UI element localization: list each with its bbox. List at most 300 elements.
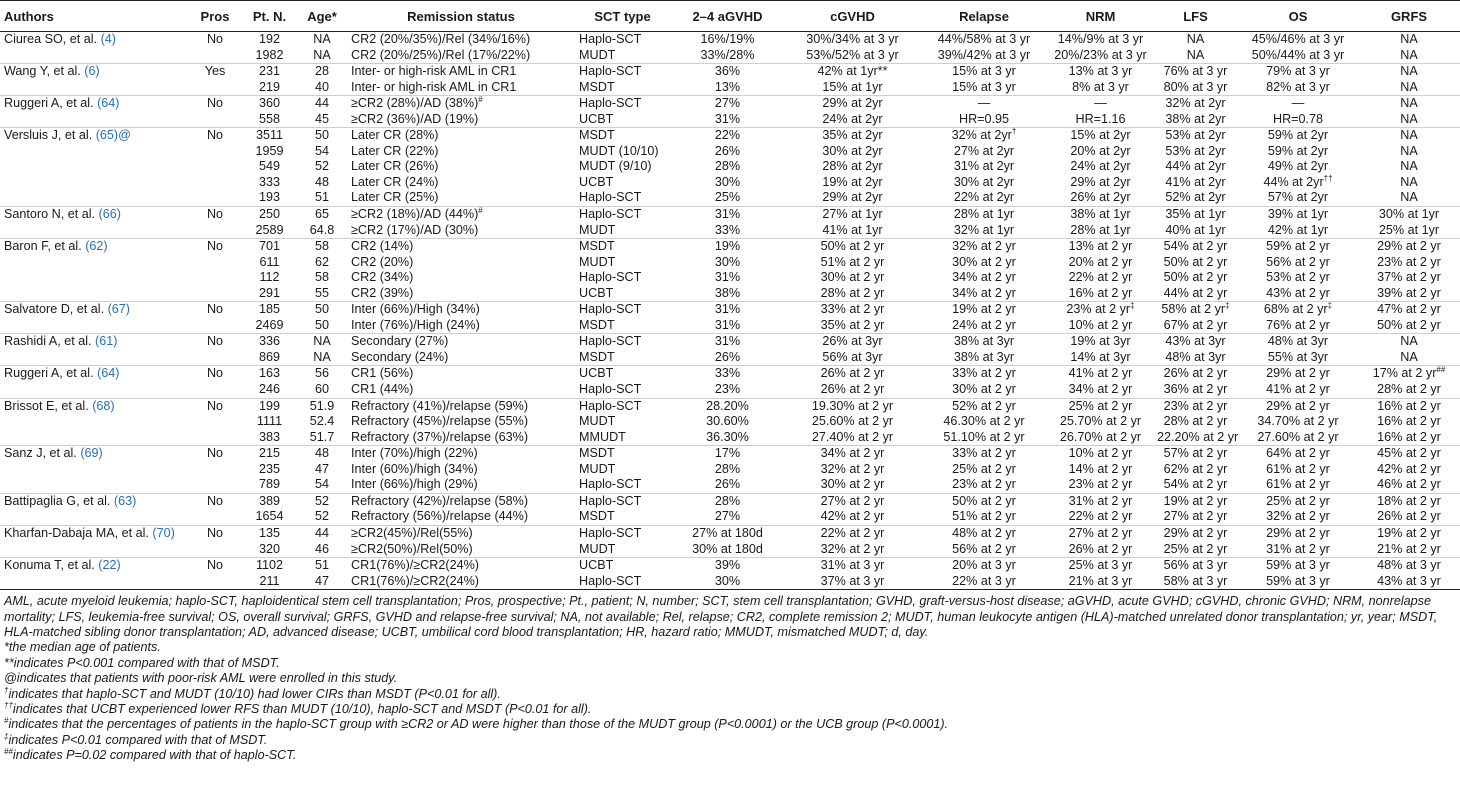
author-cell bbox=[0, 509, 188, 525]
lfs-cell bbox=[1153, 382, 1238, 398]
relapse-cell-text: 24% at 2 yr bbox=[952, 317, 1016, 332]
reference-link[interactable]: (65)@ bbox=[95, 128, 131, 143]
lfs-cell bbox=[1153, 96, 1238, 112]
lfs-cell-text: 58% at 2 yr bbox=[1161, 302, 1226, 317]
sct-type-cell bbox=[575, 270, 670, 286]
cgvhd-cell bbox=[785, 207, 920, 223]
grfs-cell-text: NA bbox=[1400, 349, 1418, 364]
footnote-mark: ‡ bbox=[1225, 301, 1230, 311]
age-cell-text: 52 bbox=[314, 509, 329, 524]
author-cell bbox=[0, 350, 188, 366]
age-cell bbox=[297, 558, 347, 574]
table-row bbox=[0, 175, 1460, 191]
age-cell-text: 55 bbox=[314, 285, 329, 300]
sct-type-cell bbox=[575, 239, 670, 255]
lfs-cell bbox=[1153, 239, 1238, 255]
grfs-cell bbox=[1358, 223, 1460, 239]
footnote-text: indicates that the percentages of patients in the haplo-SCT group with ≥CR2 or AD were higher than those of the MUDT group (P<0.0001) or the UCB group (P<0.0001). bbox=[8, 717, 949, 732]
reference-link[interactable]: (66) bbox=[98, 207, 121, 222]
os-cell-text: 59% at 2yr bbox=[1267, 128, 1329, 143]
grfs-cell bbox=[1358, 477, 1460, 493]
lfs-cell bbox=[1153, 525, 1238, 541]
remission-status-cell bbox=[347, 175, 575, 191]
agvhd-cell bbox=[670, 414, 785, 430]
relapse-cell-text: 39%/42% at 3 yr bbox=[937, 47, 1031, 62]
age-cell bbox=[297, 144, 347, 160]
age-cell bbox=[297, 223, 347, 239]
patient-number-cell bbox=[242, 128, 297, 144]
relapse-cell-text: 32% at 1yr bbox=[953, 222, 1015, 237]
patient-number-cell-text: 211 bbox=[259, 573, 280, 588]
patient-number-cell-text: 185 bbox=[258, 302, 280, 317]
age-cell bbox=[297, 462, 347, 478]
footnote-text: **indicates P<0.001 compared with that of MSDT. bbox=[4, 655, 280, 670]
table-row bbox=[0, 382, 1460, 398]
lfs-cell bbox=[1153, 255, 1238, 271]
cgvhd-cell-text: 29% at 2yr bbox=[822, 190, 883, 205]
cgvhd-cell bbox=[785, 430, 920, 446]
cgvhd-cell-text: 27% at 1yr bbox=[822, 207, 883, 222]
author-cell bbox=[0, 462, 188, 478]
remission-status-cell-text: Inter (66%)/High (34%) bbox=[351, 302, 480, 317]
age-cell-text: 60 bbox=[314, 382, 329, 397]
remission-status-cell-text: CR2 (39%) bbox=[351, 285, 414, 300]
cgvhd-cell-text: 51% at 2 yr bbox=[820, 254, 885, 269]
sct-type-cell-text: MMUDT bbox=[579, 429, 626, 444]
reference-link[interactable]: (68) bbox=[92, 398, 115, 413]
agvhd-cell bbox=[670, 207, 785, 223]
cgvhd-cell-text: 28% at 2 yr bbox=[820, 285, 885, 300]
table-row bbox=[0, 255, 1460, 271]
age-cell-text: 40 bbox=[314, 79, 329, 94]
nrm-cell bbox=[1048, 493, 1153, 509]
remission-status-cell bbox=[347, 64, 575, 80]
relapse-cell bbox=[920, 350, 1048, 366]
grfs-cell bbox=[1358, 286, 1460, 302]
lfs-cell-text: 25% at 2 yr bbox=[1163, 541, 1228, 556]
cgvhd-cell bbox=[785, 48, 920, 64]
nrm-cell-text: 27% at 2 yr bbox=[1068, 525, 1133, 540]
remission-status-cell bbox=[347, 366, 575, 382]
grfs-cell bbox=[1358, 430, 1460, 446]
age-cell bbox=[297, 64, 347, 80]
pros-cell-text: No bbox=[206, 334, 224, 349]
author-cell-text: Ciurea SO, et al. bbox=[4, 32, 98, 46]
header-nrm: NRM bbox=[1048, 1, 1153, 32]
relapse-cell bbox=[920, 239, 1048, 255]
cgvhd-cell-text: 33% at 2 yr bbox=[820, 302, 885, 317]
os-cell bbox=[1238, 446, 1358, 462]
reference-link[interactable]: (67) bbox=[107, 302, 131, 317]
agvhd-cell bbox=[670, 302, 785, 318]
lfs-cell bbox=[1153, 175, 1238, 191]
grfs-cell-text: 46% at 2 yr bbox=[1377, 477, 1441, 492]
nrm-cell-text: 10% at 2 yr bbox=[1068, 317, 1133, 332]
cgvhd-cell-text: 26% at 2 yr bbox=[820, 366, 885, 381]
author-cell bbox=[0, 477, 188, 493]
age-cell-text: 62 bbox=[314, 254, 329, 269]
remission-status-cell bbox=[347, 525, 575, 541]
sct-type-cell-text: MUDT bbox=[579, 47, 616, 62]
patient-number-cell-text: 611 bbox=[259, 254, 280, 269]
os-cell bbox=[1238, 207, 1358, 223]
relapse-cell bbox=[920, 366, 1048, 382]
table-row bbox=[0, 128, 1460, 144]
age-cell-text: 52 bbox=[314, 493, 329, 508]
reference-link[interactable]: (6) bbox=[84, 64, 100, 79]
relapse-cell bbox=[920, 430, 1048, 446]
relapse-cell bbox=[920, 32, 1048, 48]
lfs-cell bbox=[1153, 398, 1238, 414]
cgvhd-cell-text: 31% at 3 yr bbox=[820, 558, 885, 573]
os-cell bbox=[1238, 414, 1358, 430]
nrm-cell-text: 24% at 2yr bbox=[1070, 159, 1131, 174]
os-cell bbox=[1238, 255, 1358, 271]
nrm-cell-text: 26% at 2 yr bbox=[1068, 541, 1133, 556]
grfs-cell bbox=[1358, 96, 1460, 112]
nrm-cell-text: 34% at 2 yr bbox=[1068, 382, 1133, 397]
cgvhd-cell bbox=[785, 32, 920, 48]
sct-type-cell-text: MUDT bbox=[579, 222, 616, 237]
nrm-cell-text: 14%/9% at 3 yr bbox=[1057, 32, 1144, 46]
reference-link[interactable]: (69) bbox=[80, 446, 103, 461]
lfs-cell bbox=[1153, 159, 1238, 175]
cgvhd-cell-text: 41% at 1yr bbox=[822, 222, 883, 237]
relapse-cell-text: 34% at 2 yr bbox=[952, 270, 1016, 285]
age-cell-text: 47 bbox=[314, 461, 329, 476]
agvhd-cell bbox=[670, 574, 785, 590]
author-cell bbox=[0, 414, 188, 430]
age-cell bbox=[297, 159, 347, 175]
cgvhd-cell bbox=[785, 302, 920, 318]
nrm-cell bbox=[1048, 175, 1153, 191]
table-row bbox=[0, 542, 1460, 558]
patient-number-cell-text: 558 bbox=[258, 111, 280, 126]
pros-cell-text: No bbox=[206, 525, 224, 540]
pros-cell bbox=[188, 382, 242, 398]
lfs-cell bbox=[1153, 190, 1238, 206]
os-cell-text: 59% at 2yr bbox=[1267, 143, 1329, 158]
patient-number-cell-text: 383 bbox=[258, 429, 280, 444]
os-cell bbox=[1238, 574, 1358, 590]
agvhd-cell-text: 26% bbox=[714, 477, 741, 492]
os-cell-text: 59% at 3 yr bbox=[1266, 573, 1330, 588]
patient-number-cell-text: 199 bbox=[258, 398, 280, 413]
pros-cell bbox=[188, 270, 242, 286]
agvhd-cell-text: 30% at 180d bbox=[692, 541, 763, 556]
remission-status-cell bbox=[347, 302, 575, 318]
age-cell bbox=[297, 574, 347, 590]
reference-link[interactable]: (61) bbox=[95, 334, 118, 349]
patient-number-cell-text: 2589 bbox=[255, 222, 284, 237]
relapse-cell bbox=[920, 574, 1048, 590]
grfs-cell-text: 39% at 2 yr bbox=[1377, 285, 1441, 300]
grfs-cell-text: NA bbox=[1400, 47, 1418, 62]
patient-number-cell-text: 1102 bbox=[255, 558, 284, 573]
table-row bbox=[0, 398, 1460, 414]
table-footnotes bbox=[0, 590, 1460, 763]
table-row bbox=[0, 112, 1460, 128]
pros-cell bbox=[188, 286, 242, 302]
sct-type-cell bbox=[575, 64, 670, 80]
relapse-cell bbox=[920, 255, 1048, 271]
lfs-cell bbox=[1153, 32, 1238, 48]
agvhd-cell bbox=[670, 462, 785, 478]
cgvhd-cell-text: 27.40% at 2 yr bbox=[811, 429, 894, 444]
age-cell bbox=[297, 255, 347, 271]
agvhd-cell-text: 27% bbox=[714, 96, 741, 111]
relapse-cell-text: 28% at 1yr bbox=[953, 207, 1015, 222]
table-row bbox=[0, 574, 1460, 590]
agvhd-cell-text: 22% bbox=[714, 128, 741, 143]
relapse-cell bbox=[920, 446, 1048, 462]
relapse-cell-text: 20% at 3 yr bbox=[952, 558, 1016, 573]
remission-status-cell bbox=[347, 223, 575, 239]
relapse-cell-text: 25% at 2 yr bbox=[952, 461, 1016, 476]
relapse-cell bbox=[920, 302, 1048, 318]
sct-type-cell bbox=[575, 525, 670, 541]
pros-cell bbox=[188, 398, 242, 414]
reference-link[interactable]: (70) bbox=[152, 525, 175, 540]
cgvhd-cell bbox=[785, 96, 920, 112]
age-cell-text: 56 bbox=[314, 366, 329, 381]
header-sct-type: SCT type bbox=[575, 1, 670, 32]
cgvhd-cell-text: 32% at 2 yr bbox=[820, 541, 885, 556]
remission-status-cell bbox=[347, 318, 575, 334]
os-cell-text: 61% at 2 yr bbox=[1266, 477, 1330, 492]
author-cell bbox=[0, 525, 188, 541]
cgvhd-cell-text: 28% at 2yr bbox=[822, 159, 883, 174]
agvhd-cell-text: 28% bbox=[714, 461, 741, 476]
lfs-cell-text: 44% at 2yr bbox=[1165, 159, 1226, 174]
relapse-cell-text: 30% at 2 yr bbox=[952, 382, 1016, 397]
nrm-cell-text: 20% at 2 yr bbox=[1068, 254, 1133, 269]
nrm-cell bbox=[1048, 80, 1153, 96]
agvhd-cell bbox=[670, 350, 785, 366]
grfs-cell bbox=[1358, 382, 1460, 398]
remission-status-cell bbox=[347, 350, 575, 366]
grfs-cell bbox=[1358, 112, 1460, 128]
agvhd-cell-text: 31% bbox=[714, 317, 741, 332]
remission-status-cell bbox=[347, 255, 575, 271]
lfs-cell bbox=[1153, 318, 1238, 334]
grfs-cell-text: 47% at 2 yr bbox=[1377, 302, 1441, 317]
author-cell bbox=[0, 64, 188, 80]
relapse-cell bbox=[920, 270, 1048, 286]
nrm-cell bbox=[1048, 446, 1153, 462]
footnote-line bbox=[4, 733, 1456, 748]
cgvhd-cell bbox=[785, 509, 920, 525]
agvhd-cell bbox=[670, 239, 785, 255]
patient-number-cell-text: 246 bbox=[258, 382, 280, 397]
agvhd-cell bbox=[670, 446, 785, 462]
agvhd-cell bbox=[670, 128, 785, 144]
sct-type-cell bbox=[575, 112, 670, 128]
nrm-cell bbox=[1048, 255, 1153, 271]
os-cell-text: 61% at 2 yr bbox=[1266, 461, 1330, 476]
lfs-cell-text: NA bbox=[1186, 47, 1205, 62]
age-cell bbox=[297, 382, 347, 398]
relapse-cell bbox=[920, 223, 1048, 239]
grfs-cell-text: 23% at 2 yr bbox=[1377, 254, 1441, 269]
age-cell bbox=[297, 509, 347, 525]
pros-cell-text: No bbox=[206, 96, 224, 111]
reference-link[interactable]: (63) bbox=[113, 493, 137, 508]
agvhd-cell-text: 13% bbox=[714, 79, 741, 94]
reference-link[interactable]: (62) bbox=[85, 239, 108, 254]
patient-number-cell bbox=[242, 80, 297, 96]
pros-cell bbox=[188, 493, 242, 509]
agvhd-cell bbox=[670, 175, 785, 191]
os-cell-text: — bbox=[1291, 96, 1305, 111]
patient-number-cell bbox=[242, 270, 297, 286]
remission-status-cell bbox=[347, 96, 575, 112]
reference-link[interactable]: (64) bbox=[97, 366, 120, 381]
lfs-cell-text: 62% at 2 yr bbox=[1163, 461, 1228, 476]
nrm-cell-text: 20% at 2yr bbox=[1070, 143, 1131, 158]
os-cell bbox=[1238, 32, 1358, 48]
agvhd-cell bbox=[670, 190, 785, 206]
age-cell-text: 44 bbox=[314, 96, 329, 111]
os-cell bbox=[1238, 318, 1358, 334]
os-cell bbox=[1238, 542, 1358, 558]
cgvhd-cell bbox=[785, 255, 920, 271]
age-cell bbox=[297, 48, 347, 64]
header-row bbox=[0, 1, 1460, 32]
nrm-cell bbox=[1048, 334, 1153, 350]
cgvhd-cell-text: 29% at 2yr bbox=[822, 96, 883, 111]
os-cell-text: 41% at 2 yr bbox=[1266, 382, 1330, 397]
agvhd-cell bbox=[670, 144, 785, 160]
nrm-cell bbox=[1048, 382, 1153, 398]
agvhd-cell-text: 31% bbox=[714, 270, 741, 285]
cgvhd-cell bbox=[785, 334, 920, 350]
agvhd-cell bbox=[670, 366, 785, 382]
cgvhd-cell-text: 32% at 2 yr bbox=[820, 461, 885, 476]
author-cell bbox=[0, 48, 188, 64]
agvhd-cell bbox=[670, 382, 785, 398]
patient-number-cell-text: 1654 bbox=[255, 509, 284, 524]
relapse-cell bbox=[920, 48, 1048, 64]
remission-status-cell-text: Later CR (26%) bbox=[351, 159, 439, 174]
footnote-text: *the median age of patients. bbox=[4, 640, 161, 655]
sct-type-cell-text: MUDT bbox=[579, 461, 616, 476]
reference-link[interactable]: (64) bbox=[97, 96, 120, 111]
age-cell-text: NA bbox=[313, 47, 331, 62]
patient-number-cell-text: 231 bbox=[258, 64, 280, 79]
lfs-cell-text: 28% at 2 yr bbox=[1163, 414, 1228, 429]
agvhd-cell bbox=[670, 477, 785, 493]
patient-number-cell bbox=[242, 96, 297, 112]
nrm-cell bbox=[1048, 190, 1153, 206]
patient-number-cell bbox=[242, 286, 297, 302]
cgvhd-cell-text: 15% at 1yr bbox=[822, 79, 883, 94]
lfs-cell-text: 29% at 2 yr bbox=[1163, 525, 1228, 540]
grfs-cell-text: 17% at 2 yr bbox=[1372, 366, 1437, 381]
cgvhd-cell bbox=[785, 112, 920, 128]
remission-status-cell-text: ≥CR2 (17%)/AD (30%) bbox=[351, 222, 479, 237]
relapse-cell bbox=[920, 159, 1048, 175]
remission-status-cell-text: Later CR (28%) bbox=[351, 128, 439, 143]
cgvhd-cell-text: 42% at 1yr** bbox=[817, 64, 888, 79]
nrm-cell bbox=[1048, 223, 1153, 239]
sct-type-cell-text: Haplo-SCT bbox=[579, 398, 642, 413]
author-cell bbox=[0, 446, 188, 462]
remission-status-cell-text: Inter- or high-risk AML in CR1 bbox=[351, 79, 517, 94]
remission-status-cell bbox=[347, 334, 575, 350]
footnote-symbol: ‡ bbox=[4, 731, 9, 741]
relapse-cell bbox=[920, 80, 1048, 96]
author-cell bbox=[0, 32, 188, 48]
nrm-cell-text: 38% at 1yr bbox=[1070, 207, 1131, 222]
pros-cell bbox=[188, 64, 242, 80]
pros-cell-text: No bbox=[206, 128, 224, 143]
nrm-cell-text: 25% at 3 yr bbox=[1068, 558, 1133, 573]
grfs-cell bbox=[1358, 190, 1460, 206]
grfs-cell-text: 18% at 2 yr bbox=[1377, 493, 1441, 508]
lfs-cell bbox=[1153, 144, 1238, 160]
patient-number-cell bbox=[242, 239, 297, 255]
author-cell-text: Salvatore D, et al. bbox=[4, 302, 105, 317]
lfs-cell bbox=[1153, 112, 1238, 128]
relapse-cell bbox=[920, 493, 1048, 509]
grfs-cell bbox=[1358, 493, 1460, 509]
pros-cell bbox=[188, 190, 242, 206]
sct-type-cell bbox=[575, 366, 670, 382]
reference-link[interactable]: (22) bbox=[98, 558, 121, 573]
remission-status-cell bbox=[347, 414, 575, 430]
grfs-cell bbox=[1358, 462, 1460, 478]
lfs-cell-text: 67% at 2 yr bbox=[1163, 317, 1228, 332]
cgvhd-cell-text: 24% at 2yr bbox=[822, 111, 883, 126]
pros-cell bbox=[188, 32, 242, 48]
lfs-cell-text: 44% at 2 yr bbox=[1163, 285, 1228, 300]
table-row bbox=[0, 477, 1460, 493]
age-cell bbox=[297, 175, 347, 191]
pros-cell bbox=[188, 414, 242, 430]
remission-status-cell-text: Secondary (24%) bbox=[351, 349, 449, 364]
lfs-cell-text: 41% at 2yr bbox=[1165, 174, 1226, 189]
author-cell-text: Baron F, et al. bbox=[4, 239, 82, 254]
reference-link[interactable]: (4) bbox=[100, 32, 117, 46]
relapse-cell bbox=[920, 525, 1048, 541]
sct-type-cell-text: MSDT bbox=[579, 317, 615, 332]
os-cell-text: 49% at 2yr bbox=[1267, 159, 1329, 174]
agvhd-cell bbox=[670, 112, 785, 128]
relapse-cell bbox=[920, 128, 1048, 144]
age-cell-text: NA bbox=[313, 32, 331, 46]
table-row bbox=[0, 334, 1460, 350]
author-cell-text: Ruggeri A, et al. bbox=[4, 366, 94, 381]
author-cell bbox=[0, 542, 188, 558]
remission-status-cell-text: CR2 (34%) bbox=[351, 270, 414, 285]
header-agvhd: 2–4 aGVHD bbox=[670, 1, 785, 32]
nrm-cell-text: 21% at 3 yr bbox=[1068, 573, 1133, 588]
pros-cell bbox=[188, 542, 242, 558]
os-cell-text: 29% at 2 yr bbox=[1266, 398, 1330, 413]
pros-cell bbox=[188, 159, 242, 175]
nrm-cell-text: 25% at 2 yr bbox=[1068, 398, 1133, 413]
agvhd-cell-text: 33% bbox=[714, 222, 741, 237]
nrm-cell-text: 31% at 2 yr bbox=[1068, 493, 1133, 508]
nrm-cell bbox=[1048, 48, 1153, 64]
sct-type-cell bbox=[575, 334, 670, 350]
patient-number-cell-text: 2469 bbox=[255, 317, 284, 332]
cgvhd-cell-text: 25.60% at 2 yr bbox=[811, 414, 894, 429]
footnote-text: indicates P=0.02 compared with that of haplo-SCT. bbox=[12, 748, 297, 763]
remission-status-cell bbox=[347, 190, 575, 206]
nrm-cell bbox=[1048, 270, 1153, 286]
